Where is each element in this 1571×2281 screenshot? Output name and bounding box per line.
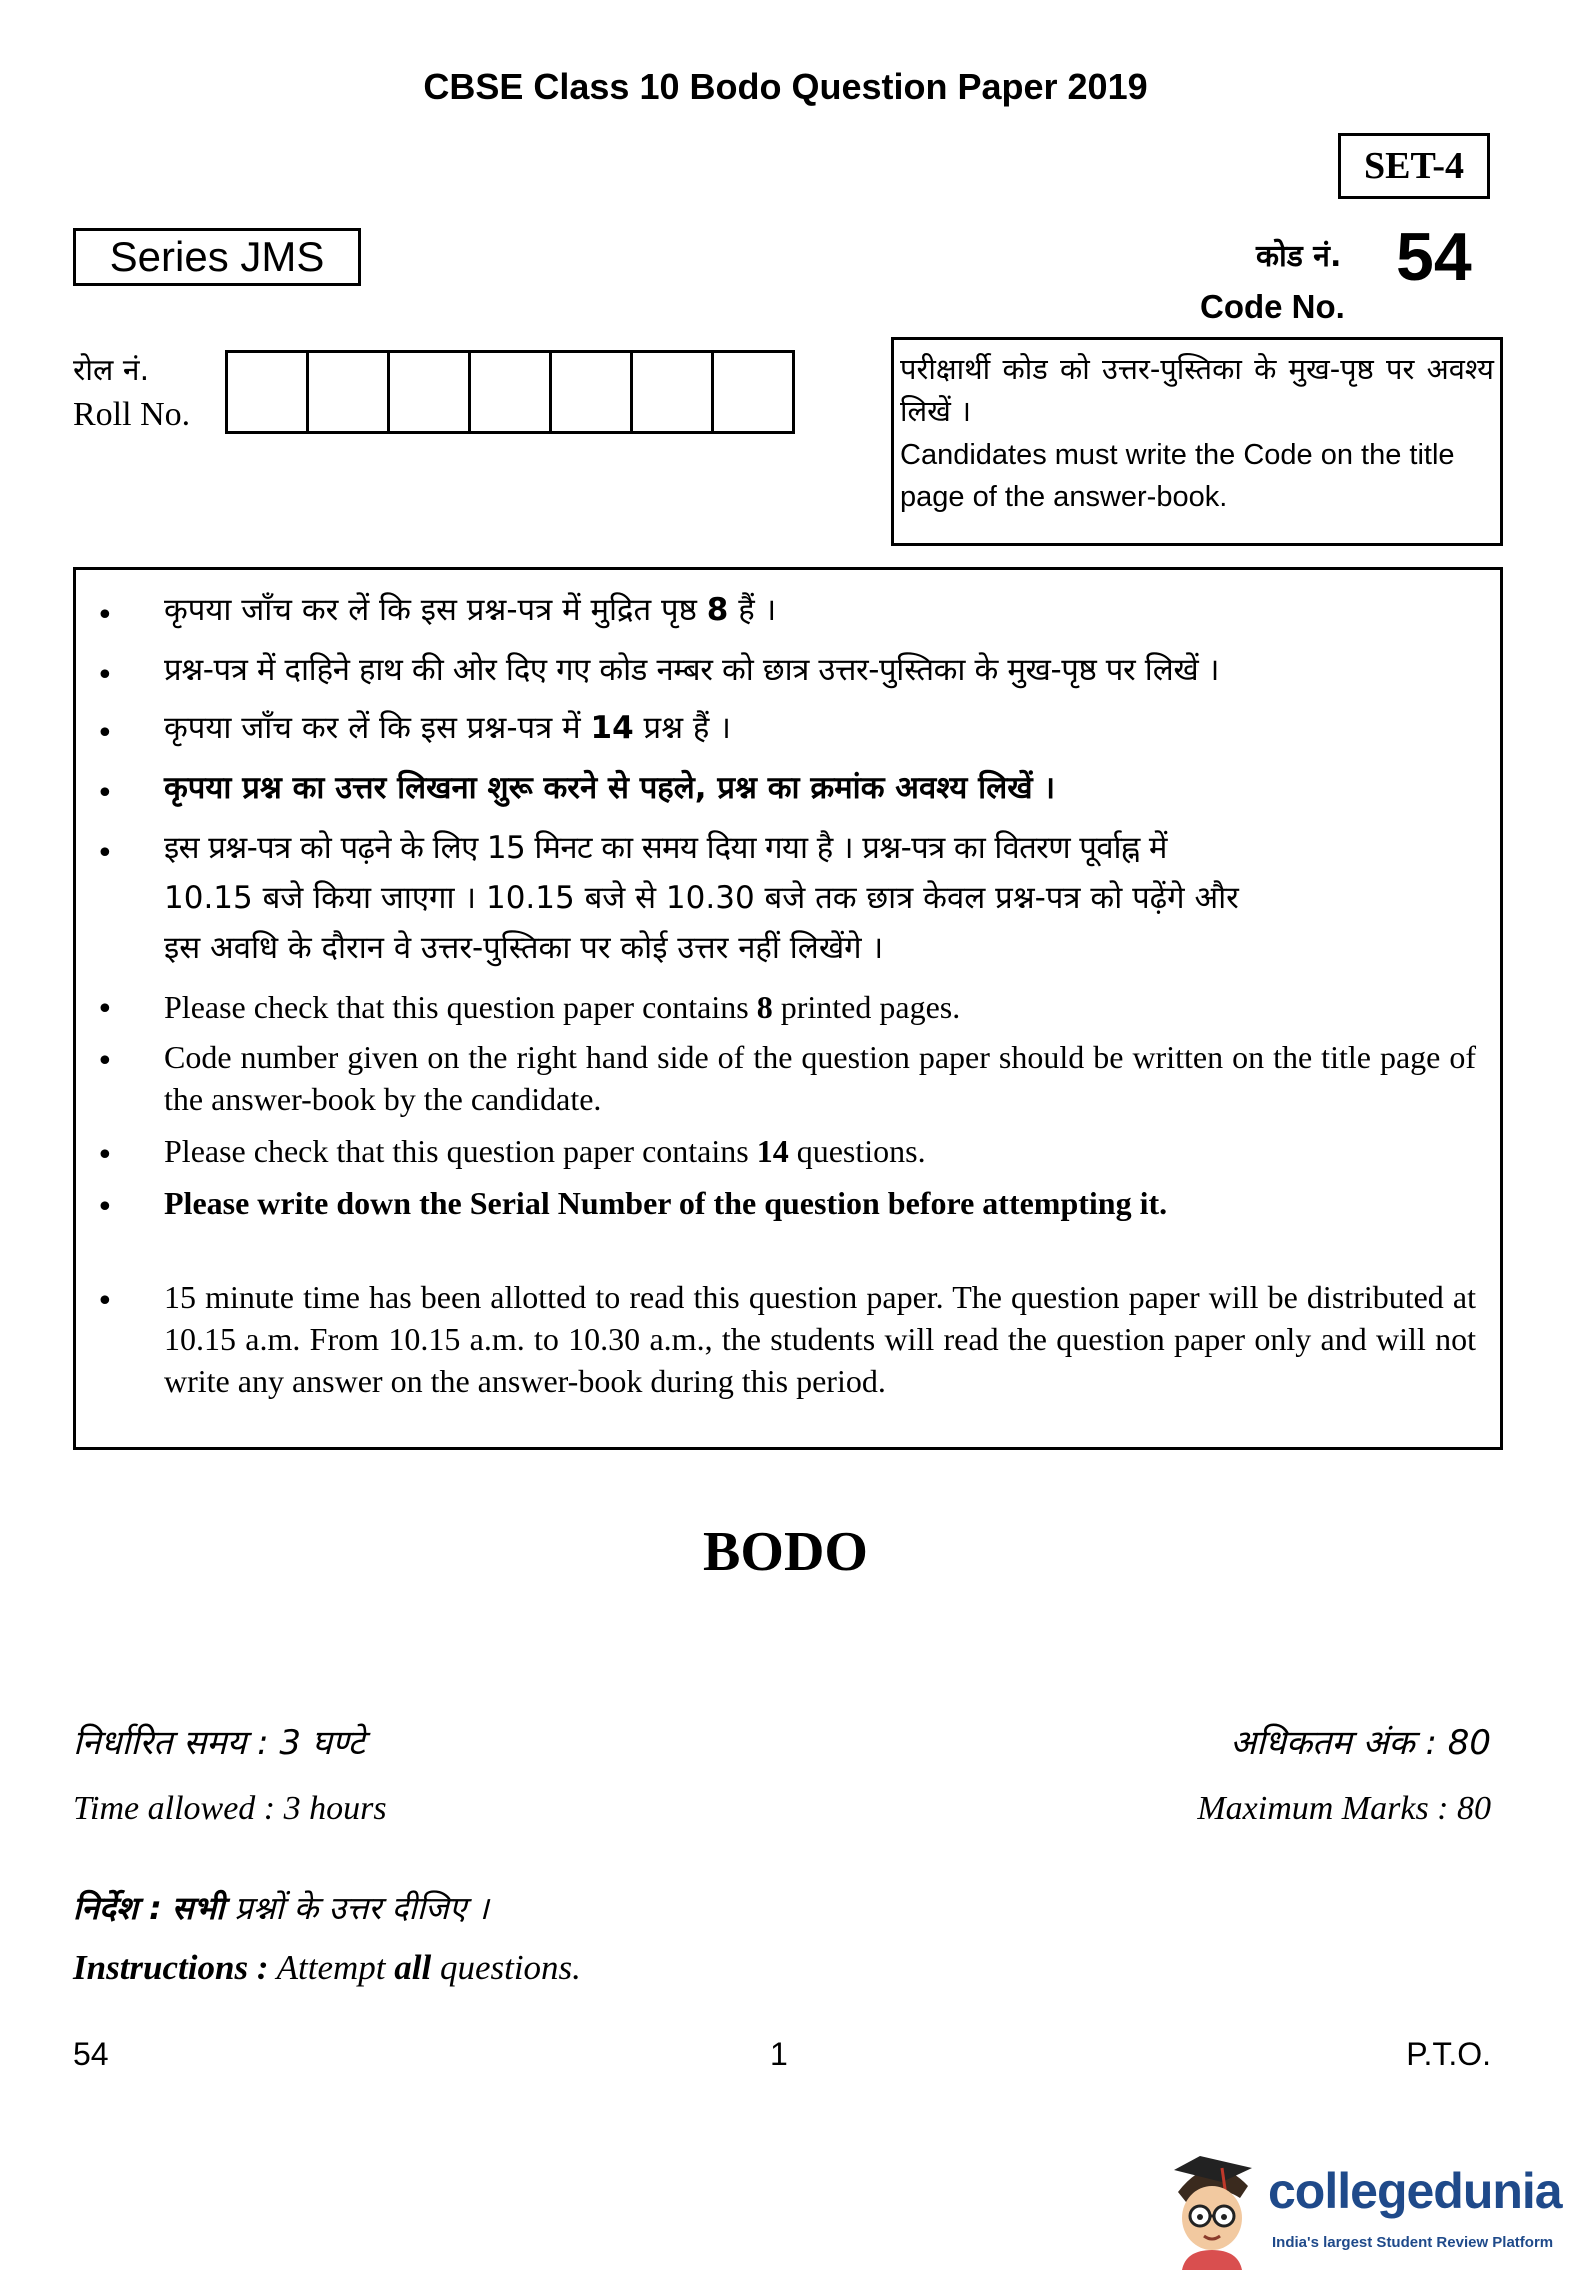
roll-number-boxes <box>225 350 795 434</box>
code-number: 54 <box>1396 219 1472 295</box>
time-allowed-hindi: निर्धारित समय : 3 घण्टे <box>73 1723 365 1763</box>
instruction-hindi-3: कृपया जाँच कर लें कि इस प्रश्न-पत्र में 14 प्रश्न हैं । <box>164 710 731 746</box>
instruction-hindi-5-line-2: 10.15 बजे किया जाएगा । 10.15 बजे से 10.30 बजे तक छात्र केवल प्रश्न-पत्र को पढ़ेंगे और <box>164 880 1239 916</box>
code-label-english: Code No. <box>1200 288 1345 325</box>
page-title: CBSE Class 10 Bodo Question Paper 2019 <box>423 66 1148 107</box>
series-label: Series JMS <box>73 228 361 286</box>
set-label: SET-4 <box>1338 133 1490 199</box>
code-label-hindi: कोड नं. <box>1256 239 1342 274</box>
candidate-note-english: Candidates must write the Code on the title page of the answer-book. <box>900 439 1455 513</box>
roll-digit-box[interactable] <box>471 353 552 431</box>
roll-digit-box[interactable] <box>228 353 309 431</box>
instructions-english: Instructions : Attempt all questions. <box>73 1948 581 1987</box>
bullet: • <box>96 1138 114 1173</box>
max-marks-hindi: अधिकतम अंक : 80 <box>1230 1723 1491 1763</box>
bullet: • <box>96 716 114 751</box>
bullet: • <box>96 836 114 871</box>
instruction-hindi-4: कृपया प्रश्न का उत्तर लिखना शुरू करने से पहले, प्रश्न का क्रमांक अवश्य लिखें । <box>164 770 1056 806</box>
watermark-brand: collegedunia <box>1268 2163 1562 2219</box>
instruction-hindi-2: प्रश्न-पत्र में दाहिने हाथ की ओर दिए गए कोड नम्बर को छात्र उत्तर-पुस्तिका के मुख-पृष्ठ पर लिखें । <box>164 652 1220 688</box>
candidate-note-hindi: परीक्षार्थी कोड को उत्तर-पुस्तिका के मुख-पृष्ठ पर अवश्य लिखें । <box>900 352 1494 428</box>
footer-pto: P.T.O. <box>1406 2036 1491 2072</box>
bullet: • <box>96 776 114 811</box>
roll-digit-box[interactable] <box>309 353 390 431</box>
subject-title: BODO <box>703 1521 868 1583</box>
bullet: • <box>96 1044 114 1079</box>
instruction-hindi-5-line-1: इस प्रश्न-पत्र को पढ़ने के लिए 15 मिनट का समय दिया गया है । प्रश्न-पत्र का वितरण पूर्वाह्न में <box>164 830 1167 866</box>
instruction-english-3: Please check that this question paper contains 14 questions. <box>164 1133 926 1169</box>
bullet: • <box>96 658 114 693</box>
watermark-tagline: India's largest Student Review Platform <box>1272 2234 1554 2251</box>
collegedunia-watermark <box>1160 2152 1560 2272</box>
mascot-icon <box>1160 2152 1264 2270</box>
bullet: • <box>96 598 114 633</box>
roll-digit-box[interactable] <box>390 353 471 431</box>
roll-digit-box[interactable] <box>714 353 792 431</box>
instruction-hindi-5-line-3: इस अवधि के दौरान वे उत्तर-पुस्तिका पर कोई उत्तर नहीं लिखेंगे । <box>164 930 884 966</box>
footer-code: 54 <box>73 2036 109 2072</box>
footer-page-number: 1 <box>770 2036 788 2072</box>
instruction-english-2: Code number given on the right hand side of the question paper should be written on the title page of the answer-book by the candidate. <box>164 1039 1476 1117</box>
time-allowed-english: Time allowed : 3 hours <box>73 1790 387 1827</box>
bullet: • <box>96 1190 114 1225</box>
general-instructions-box <box>73 567 1503 1450</box>
instruction-english-4: Please write down the Serial Number of the question before attempting it. <box>164 1185 1168 1221</box>
bullet: • <box>96 992 114 1027</box>
candidate-note-box <box>891 337 1503 546</box>
bullet: • <box>96 1284 114 1319</box>
instructions-hindi: निर्देश : सभी प्रश्नों के उत्तर दीजिए । <box>73 1889 489 1927</box>
roll-digit-box[interactable] <box>633 353 714 431</box>
roll-digit-box[interactable] <box>552 353 633 431</box>
roll-label-hindi: रोल नं. <box>73 353 150 388</box>
instruction-english-5: 15 minute time has been allotted to read this question paper. The question paper will be distributed at 10.15 a.m. From 10.15 a.m. to 10.30 a.m., the students will read the question paper only and will not write any answer on the answer-book during this period. <box>164 1279 1476 1399</box>
roll-label-english: Roll No. <box>73 396 191 433</box>
instruction-hindi-1: कृपया जाँच कर लें कि इस प्रश्न-पत्र में मुद्रित पृष्ठ 8 हैं । <box>164 592 777 628</box>
max-marks-english: Maximum Marks : 80 <box>1197 1790 1491 1827</box>
instruction-english-1: Please check that this question paper contains 8 printed pages. <box>164 989 961 1025</box>
